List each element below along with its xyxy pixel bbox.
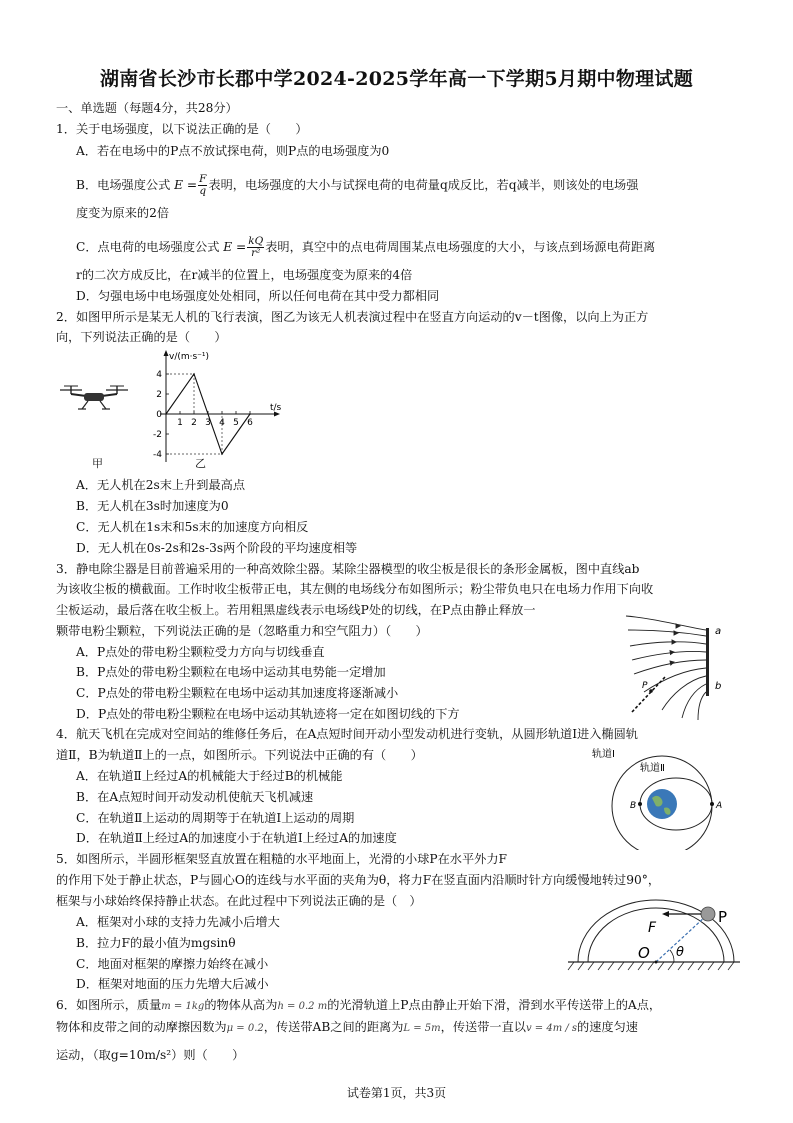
q6-length: L = 5m <box>403 1023 441 1034</box>
q3-line1: 3．静电除尘器是目前普遍采用的一种高效除尘器。某除尘器模型的收尘板是很长的条形金属板，图中直线ab <box>56 562 640 576</box>
x-tick-label: 4 <box>219 418 225 428</box>
center-o <box>655 961 658 964</box>
q5-option-b: B．拉力F的最小值为mgsinθ <box>76 936 236 950</box>
section-heading: 一、单选题（每题4分，共28分） <box>56 101 238 115</box>
ground-hatch <box>568 962 734 970</box>
q2-stem-line1: 2．如图甲所示是某无人机的飞行表演，图乙为该无人机表演过程中在竖直方向运动的v－t图像，以向上为正方 <box>56 310 649 324</box>
q6-height: h = 0.2 m <box>277 1001 328 1012</box>
q6-l2-mid: ，传送带AB之间的距离为 <box>263 1020 404 1034</box>
q3-option-d: D．P点处的带电粉尘颗粒在电场中运动其轨迹将一定在如图切线的下方 <box>76 707 460 721</box>
point-a <box>710 802 714 806</box>
q1-stem: 1．关于电场强度，以下说法正确的是（ ） <box>56 122 308 136</box>
point-p <box>649 689 653 693</box>
q3-option-b: B．P点处的带电粉尘颗粒在电场中运动其电势能一定增加 <box>76 665 386 679</box>
x-tick-label: 5 <box>233 418 239 428</box>
q1-b-lhs: E = <box>174 178 198 192</box>
q1-c-denominator: r² <box>251 247 261 259</box>
data-point <box>249 413 251 415</box>
q5-line2: 的作用下处于静止状态，P与圆心O的连线与水平面的夹角为θ，将力F在竖直面内沿顺时针方向缓慢地转过90°， <box>56 873 661 887</box>
drone-icon <box>56 382 132 414</box>
q5-option-d: D．框架对地面的压力先增大后减小 <box>76 977 269 991</box>
q1-option-d: D．匀强电场中电场强度处处相同，所以任何电荷在其中受力都相同 <box>76 289 440 303</box>
ball-p <box>701 907 715 921</box>
label-o: O <box>638 944 650 962</box>
q6-mu: μ = 0.2 <box>226 1023 264 1034</box>
q6-l1-pre: 6．如图所示，质量 <box>56 998 162 1012</box>
vt-chart <box>138 346 288 466</box>
q5-line3: 框架与小球始终保持静止状态。在此过程中下列说法正确的是（ ） <box>56 894 422 908</box>
q4-line1: 4．航天飞机在完成对空间站的维修任务后，在A点短时间开动小型发动机进行变轨，从圆形轨道Ⅰ进入椭圆轨 <box>56 727 638 741</box>
x-tick-label: 6 <box>247 418 253 428</box>
q6-l2-pre: 物体和皮带之间的动摩擦因数为 <box>56 1020 227 1034</box>
y-tick-label: 2 <box>156 390 162 400</box>
q6-speed: v = 4m / s <box>525 1023 578 1034</box>
q2-option-d: D．无人机在0s-2s和2s-3s两个阶段的平均速度相等 <box>76 541 358 555</box>
data-point <box>193 373 195 375</box>
fig-label-jia: 甲 <box>92 457 103 470</box>
q1-b-denominator: q <box>199 185 207 197</box>
q5-option-a: A．框架对小球的支持力先减小后增大 <box>76 915 280 929</box>
q6-mass: m = 1kg <box>161 1001 205 1012</box>
x-tick-label: 2 <box>191 418 197 428</box>
q1-c-post: 表明，真空中的点电荷周围某点电场强度的大小，与该点到场源电荷距离 <box>265 240 656 254</box>
q3-line3: 尘板运动，最后落在收尘板上。若用粗黑虚线表示电场线P处的切线，在P点由静止释放一 <box>56 603 536 617</box>
q1-option-b-cont: 度变为原来的2倍 <box>76 206 170 220</box>
x-tick-label: 1 <box>177 418 183 428</box>
q1-option-b <box>76 174 638 197</box>
y-tick-label: -4 <box>153 450 162 460</box>
point-b <box>638 802 642 806</box>
q1-c-pre: C．点电荷的电场强度公式 <box>76 240 220 254</box>
q1-c-lhs: E = <box>223 240 247 254</box>
field-line-figure <box>622 614 742 722</box>
q3-option-a: A．P点处的带电粉尘颗粒受力方向与切线垂直 <box>76 645 325 659</box>
collector-plate <box>706 628 709 696</box>
q3-line2: 为该收尘板的横截面。工作时收尘板带正电，其左侧的电场线分布如图所示；粉尘带负电只在电场力作用下向收 <box>56 582 654 596</box>
x-axis-label: t/s <box>270 403 282 413</box>
q6-line3: 运动，（取g=10m/s²）则（ ） <box>56 1048 245 1062</box>
frame-figure <box>566 892 742 976</box>
q2-option-b: B．无人机在3s时加速度为0 <box>76 499 229 513</box>
data-point <box>221 453 223 455</box>
q1-b-post: 表明，电场强度的大小与试探电荷的电荷量q成反比，若q减半，则该处的电场强 <box>208 178 639 192</box>
q4-line2: 道Ⅱ，B为轨道Ⅱ上的一点，如图所示。下列说法中正确的有（ ） <box>56 748 423 762</box>
q4-option-a: A．在轨道Ⅱ上经过A的机械能大于经过B的机械能 <box>76 769 343 783</box>
q6-line1 <box>56 997 661 1015</box>
q6-l2-post: 的速度匀速 <box>577 1020 638 1034</box>
tangent-line <box>632 676 666 712</box>
q6-l2-mid2: ，传送带一直以 <box>440 1020 526 1034</box>
q6-l1-post: 的光滑轨道上P点由静止开始下滑，滑到水平传送带上的A点， <box>327 998 662 1012</box>
label-b: B <box>630 801 637 811</box>
label-a: A <box>716 801 723 811</box>
q1-b-pre: B．电场强度公式 <box>76 178 171 192</box>
label-f: F <box>648 920 657 936</box>
q6-line2 <box>56 1019 638 1037</box>
label-a: a <box>715 626 722 637</box>
q5-option-c: C．地面对框架的摩擦力始终在减小 <box>76 957 269 971</box>
q6-l1-mid: 的物体从高为 <box>204 998 278 1012</box>
label-p: P <box>642 681 648 691</box>
q5-line1: 5．如图所示，半圆形框架竖直放置在粗糙的水平地面上，光滑的小球P在水平外力F <box>56 852 507 866</box>
q1-c-fraction <box>247 236 264 259</box>
label-theta: θ <box>676 945 684 960</box>
q4-option-b: B．在A点短时间开动发动机使航天飞机减速 <box>76 790 314 804</box>
x-tick-label: 3 <box>205 418 211 428</box>
q1-c-numerator: kQ <box>248 235 264 247</box>
y-tick-label: 4 <box>156 370 162 380</box>
q1-option-a: A．若在电场中的P点不放试探电荷，则P点的电场强度为0 <box>76 144 390 158</box>
q2-stem-line2: 向，下列说法正确的是（ ） <box>56 330 227 344</box>
angle-arc <box>670 950 674 962</box>
page-title: 湖南省长沙市长郡中学2024-2025学年高一下学期5月期中物理试题 <box>99 68 694 90</box>
data-point <box>165 413 167 415</box>
field-lines <box>626 616 706 720</box>
label-b: b <box>715 681 722 692</box>
q1-b-fraction <box>198 174 207 197</box>
label-p: P <box>718 908 728 926</box>
y-axis-arrow <box>164 350 169 356</box>
y-tick-label: 0 <box>156 410 162 420</box>
q1-b-numerator: F <box>199 173 207 185</box>
q4-option-c: C．在轨道Ⅱ上运动的周期等于在轨道Ⅰ上运动的周期 <box>76 811 355 825</box>
page-footer: 试卷第1页，共3页 <box>346 1086 447 1100</box>
orbit-1-label: 轨道Ⅰ <box>592 749 615 760</box>
q1-option-c-cont: r的二次方成反比，在r减半的位置上，电场强度变为原来的4倍 <box>76 268 413 282</box>
y-axis-label: v/(m·s⁻¹) <box>169 352 210 362</box>
q4-option-d: D．在轨道Ⅱ上经过A的加速度小于在轨道Ⅰ上经过A的加速度 <box>76 831 397 845</box>
q3-line4: 颗带电粉尘颗粒，下列说法正确的是（忽略重力和空气阻力）（ ） <box>56 624 428 638</box>
q2-option-a: A．无人机在2s末上升到最高点 <box>76 478 246 492</box>
y-tick-label: -2 <box>153 430 162 440</box>
orbit-figure <box>590 746 740 850</box>
q3-option-c: C．P点处的带电粉尘颗粒在电场中运动其加速度将逐渐减小 <box>76 686 399 700</box>
q2-option-c: C．无人机在1s末和5s末的加速度方向相反 <box>76 520 309 534</box>
orbit-2-label: 轨道Ⅱ <box>640 763 665 774</box>
fig-label-yi: 乙 <box>195 457 206 470</box>
q1-option-c <box>76 236 655 259</box>
